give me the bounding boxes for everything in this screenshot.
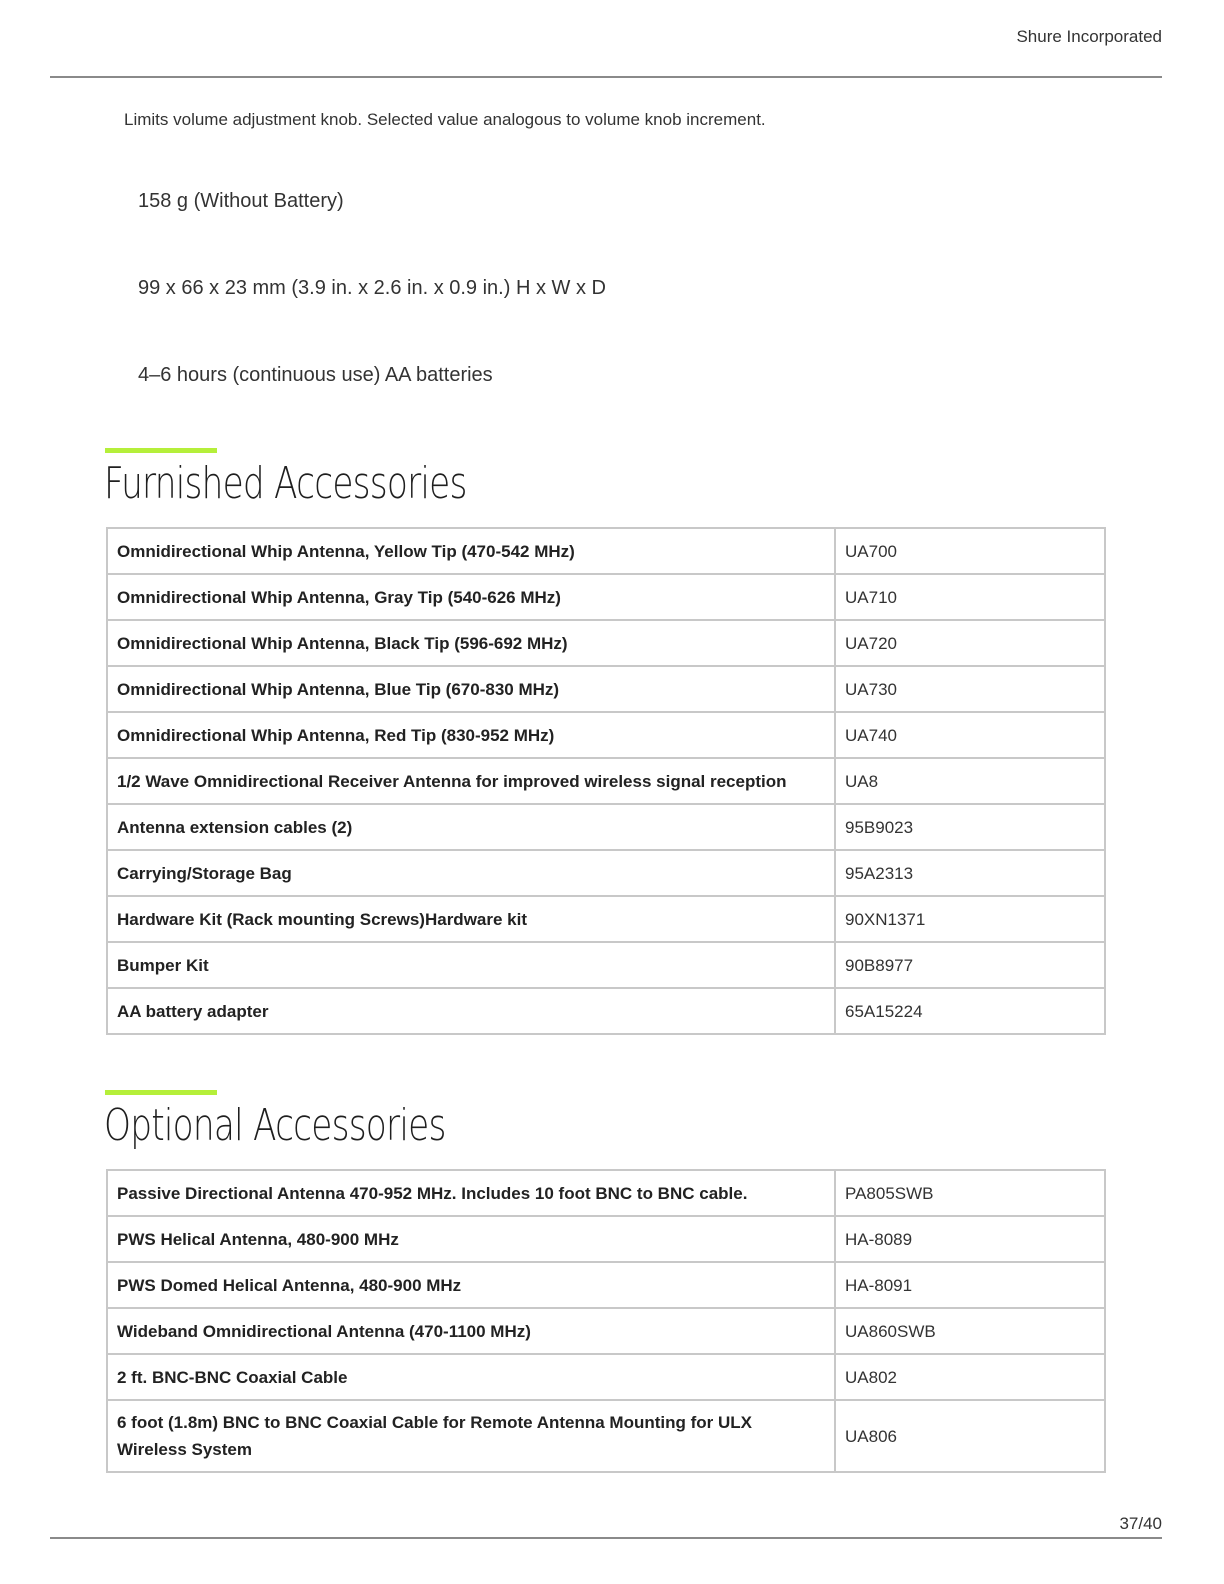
- table-row: [107, 1170, 1105, 1216]
- furnished-accessories-heading: Furnished Accessories: [104, 458, 467, 509]
- table-row: [107, 1400, 1105, 1472]
- table-row: [107, 1308, 1105, 1354]
- accessory-name: 2 ft. BNC-BNC Coaxial Cable: [107, 1354, 835, 1400]
- part-number: UA8: [835, 758, 1105, 804]
- table-row: [107, 1354, 1105, 1400]
- part-number: UA720: [835, 620, 1105, 666]
- header-company-name: Shure Incorporated: [1016, 27, 1162, 46]
- part-number: UA740: [835, 712, 1105, 758]
- table-row: [107, 896, 1105, 942]
- spec-dimensions: 99 x 66 x 23 mm (3.9 in. x 2.6 in. x 0.9 in.) H x W x D: [138, 277, 606, 299]
- part-number: UA860SWB: [835, 1308, 1105, 1354]
- footer-divider: [50, 1537, 1162, 1539]
- accessory-name: Hardware Kit (Rack mounting Screws)Hardware kit: [107, 896, 835, 942]
- part-number: 65A15224: [835, 988, 1105, 1034]
- table-row: [107, 942, 1105, 988]
- part-number: HA-8091: [835, 1262, 1105, 1308]
- spec-battery-life: 4–6 hours (continuous use) AA batteries: [138, 364, 493, 386]
- spec-weight: 158 g (Without Battery): [138, 190, 344, 212]
- accessory-name: Wideband Omnidirectional Antenna (470-1100 MHz): [107, 1308, 835, 1354]
- table-row: [107, 1262, 1105, 1308]
- part-number: PA805SWB: [835, 1170, 1105, 1216]
- accessory-name: Passive Directional Antenna 470-952 MHz. Includes 10 foot BNC to BNC cable.: [107, 1170, 835, 1216]
- table-row: [107, 758, 1105, 804]
- table-row: [107, 1216, 1105, 1262]
- part-number: 90XN1371: [835, 896, 1105, 942]
- table-row: [107, 850, 1105, 896]
- accessory-name: Omnidirectional Whip Antenna, Gray Tip (540-626 MHz): [107, 574, 835, 620]
- accessory-name: 1/2 Wave Omnidirectional Receiver Antenna for improved wireless signal reception: [107, 758, 835, 804]
- part-number: 95A2313: [835, 850, 1105, 896]
- table-row: [107, 528, 1105, 574]
- accessory-name: PWS Domed Helical Antenna, 480-900 MHz: [107, 1262, 835, 1308]
- furnished-accessories-table: [106, 527, 1106, 1035]
- accessory-name: Omnidirectional Whip Antenna, Red Tip (830-952 MHz): [107, 712, 835, 758]
- table-row: [107, 988, 1105, 1034]
- section-accent-bar: [105, 1090, 217, 1095]
- accessory-name: Bumper Kit: [107, 942, 835, 988]
- part-number: HA-8089: [835, 1216, 1105, 1262]
- table-row: [107, 666, 1105, 712]
- accessory-name: Omnidirectional Whip Antenna, Yellow Tip (470-542 MHz): [107, 528, 835, 574]
- accessory-name: PWS Helical Antenna, 480-900 MHz: [107, 1216, 835, 1262]
- table-row: [107, 574, 1105, 620]
- accessory-name: Antenna extension cables (2): [107, 804, 835, 850]
- accessory-name: Omnidirectional Whip Antenna, Black Tip (596-692 MHz): [107, 620, 835, 666]
- table-row: [107, 804, 1105, 850]
- table-row: [107, 712, 1105, 758]
- optional-accessories-table: [106, 1169, 1106, 1473]
- part-number: 95B9023: [835, 804, 1105, 850]
- section-accent-bar: [105, 448, 217, 453]
- part-number: UA700: [835, 528, 1105, 574]
- part-number: UA730: [835, 666, 1105, 712]
- intro-text: Limits volume adjustment knob. Selected value analogous to volume knob increment.: [124, 110, 766, 129]
- part-number: UA710: [835, 574, 1105, 620]
- optional-accessories-heading: Optional Accessories: [104, 1100, 446, 1151]
- accessory-name: Carrying/Storage Bag: [107, 850, 835, 896]
- accessory-name: AA battery adapter: [107, 988, 835, 1034]
- part-number: UA802: [835, 1354, 1105, 1400]
- accessory-name: Omnidirectional Whip Antenna, Blue Tip (670-830 MHz): [107, 666, 835, 712]
- part-number: UA806: [835, 1400, 1105, 1472]
- header-divider: [50, 76, 1162, 78]
- page-number: 37/40: [1119, 1514, 1162, 1533]
- accessory-name: 6 foot (1.8m) BNC to BNC Coaxial Cable for Remote Antenna Mounting for ULX Wireless System: [107, 1400, 835, 1472]
- table-row: [107, 620, 1105, 666]
- part-number: 90B8977: [835, 942, 1105, 988]
